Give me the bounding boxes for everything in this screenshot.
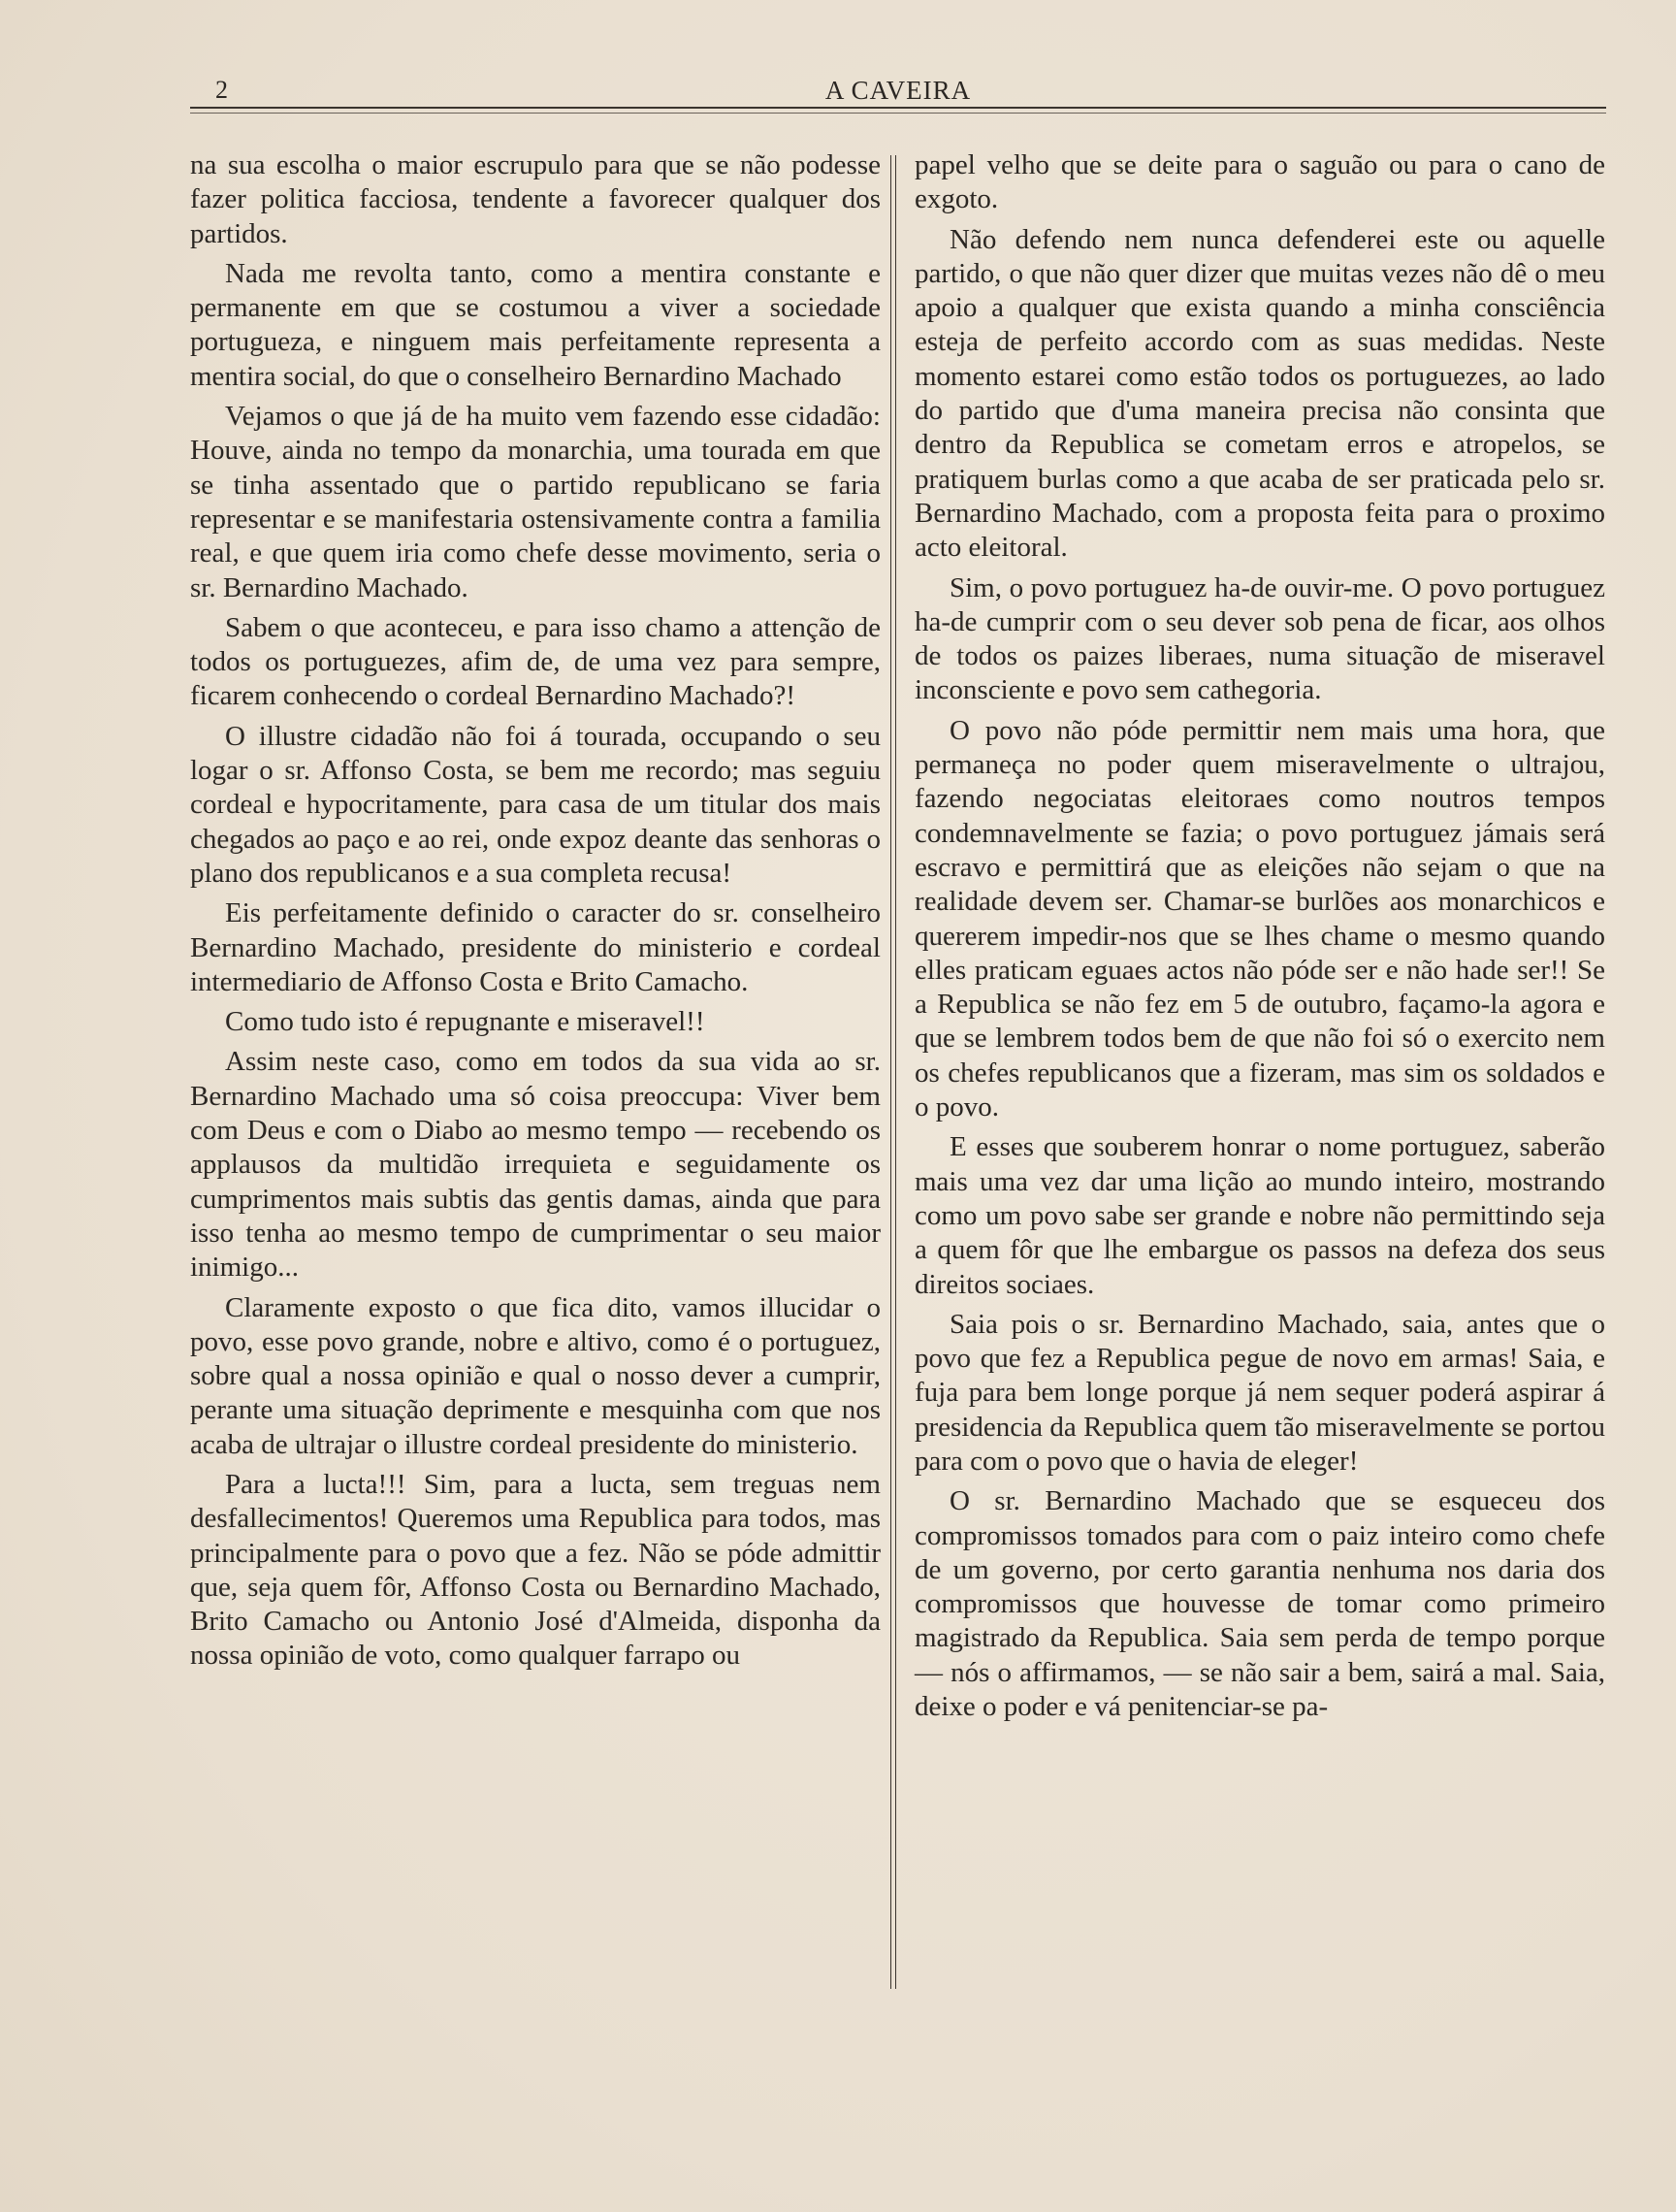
paragraph: na sua escolha o maior escrupulo para que se não podesse fazer politica facciosa, tendente a favorecer qualquer dos partidos.	[190, 149, 881, 249]
paragraph: Nada me revolta tanto, como a mentira constante e permanente em que se costumou a viver a sociedade portugueza, e ninguem mais perfeitamente representa a mentira social, do que o conselheiro Bernardino Machado	[190, 257, 881, 392]
paragraph: Sim, o povo portuguez ha-de ouvir-me. O povo portuguez ha-de cumprir com o seu dever sob pena de ficar, aos olhos de todos os paizes liberaes, numa situação de miseravel inconsciente e povo sem cathegoria.	[915, 571, 1605, 706]
paragraph: Eis perfeitamente definido o caracter do sr. conselheiro Bernardino Machado, presidente do ministerio e cordeal intermediario de Affonso Costa e Brito Camacho.	[190, 897, 881, 997]
page-number: 2	[215, 76, 228, 104]
paragraph: O sr. Bernardino Machado que se esqueceu dos compromissos tomados para com o paiz inteiro como chefe de um governo, por certo garantia nenhuma nos daria dos compromissos que houvesse de tomar como primeiro magistrado da Republica. Saia sem perda de tempo porque — nós o affirmamos, — se não sair a bem, sairá a mal. Saia, deixe o poder e vá penitenciar-se pa-	[915, 1485, 1605, 1723]
header-rule	[190, 107, 1606, 109]
paragraph: papel velho que se deite para o saguão ou para o cano de exgoto.	[915, 149, 1605, 215]
newspaper-title: A CAVEIRA	[824, 76, 972, 105]
paragraph: Sabem o que aconteceu, e para isso chamo a attenção de todos os portuguezes, afim de, de uma vez para sempre, ficarem conhecendo o cordeal Bernardino Machado?!	[190, 611, 881, 712]
paragraph: Claramente exposto o que fica dito, vamos illucidar o povo, esse povo grande, nobre e altivo, como é o portuguez, sobre qual a nossa opinião e qual o nosso dever a cumprir, perante uma situação deprimente e mesquinha com que nos acaba de ultrajar o illustre cordeal presidente do ministerio.	[190, 1291, 881, 1460]
paragraph: Não defendo nem nunca defenderei este ou aquelle partido, o que não quer dizer que muitas vezes não dê o meu apoio a qualquer que exista quando a minha consciência esteja de perfeito accordo com as suas medidas. Neste momento estarei como estão todos os portuguezes, ao lado do partido que d'uma maneira precisa não consinta que dentro da Republica se cometam erros e atropelos, se pratiquem burlas como a que acaba de ser praticada pelo sr. Bernardino Machado, com a proposta feita para o proximo acto eleitoral.	[915, 223, 1605, 564]
paragraph: O povo não póde permittir nem mais uma hora, que permaneça no poder quem miseravelmente o ultrajou, fazendo negociatas eleitoraes como noutros tempos condemnavelmente se fazia; o povo portuguez jámais será escravo e permittirá que as eleições não sejam o que na realidade devem ser. Chamar-se burlões aos monarchicos e quererem impedir-nos que se lhes chame o mesmo quando elles praticam eguaes actos não póde ser e não hade ser!! Se a Republica se não fez em 5 de outubro, façamo-la agora e que se lembrem todos bem de que não foi só o exercito nem os chefes republicanos que a fizeram, mas sim os soldados e o povo.	[915, 714, 1605, 1123]
left-column	[190, 148, 881, 1674]
paragraph: E esses que souberem honrar o nome portuguez, saberão mais uma vez dar uma lição ao mundo inteiro, mostrando como um povo sabe ser grande e nobre não permittindo seja a quem fôr que lhe embargue os passos na defeza dos seus direitos sociaes.	[915, 1131, 1605, 1300]
header-rule-thin	[190, 113, 1606, 114]
paragraph: Como tudo isto é repugnante e miseravel!!	[225, 1006, 705, 1038]
paragraph: O illustre cidadão não foi á tourada, occupando o seu logar o sr. Affonso Costa, se bem me recordo; mas seguiu cordeal e hypocritamente, para casa de um titular dos mais chegados ao paço e ao rei, onde expoz deante das senhoras o plano dos republicanos e a sua completa recusa!	[190, 720, 881, 889]
paragraph: Para a lucta!!! Sim, para a lucta, sem treguas nem desfallecimentos! Queremos uma Republica para todos, mas principalmente para o povo que a fez. Não se póde admittir que, seja quem fôr, Affonso Costa ou Bernardino Machado, Brito Camacho ou Antonio José d'Almeida, disponha da nossa opinião de voto, como qualquer farrapo ou	[190, 1468, 881, 1672]
paragraph: Vejamos o que já de ha muito vem fazendo esse cidadão: Houve, ainda no tempo da monarchia, uma tourada em que se tinha assentado que o partido republicano se faria representar e se manifestaria ostensivamente contra a familia real, e que quem iria como chefe desse movimento, seria o sr. Bernardino Machado.	[190, 401, 881, 603]
page-header	[190, 68, 1606, 111]
paragraph: Assim neste caso, como em todos da sua vida ao sr. Bernardino Machado uma só coisa preoccupa: Viver bem com Deus e com o Diabo ao mesmo tempo — recebendo os applausos da multidão irrequieta e seguidamente os cumprimentos mais subtis das gentis damas, ainda que para isso tenha ao mesmo tempo de cumprimentar o seu maior inimigo...	[190, 1046, 881, 1284]
paragraph: Saia pois o sr. Bernardino Machado, saia, antes que o povo que fez a Republica pegue de novo em armas! Saia, e fuja para bem longe porque já nem sequer poderá aspirar á presidencia da Republica quem tão miseravelmente se portou para com o povo que o havia de eleger!	[915, 1308, 1605, 1477]
right-column	[915, 148, 1605, 1724]
column-divider	[890, 155, 896, 1989]
